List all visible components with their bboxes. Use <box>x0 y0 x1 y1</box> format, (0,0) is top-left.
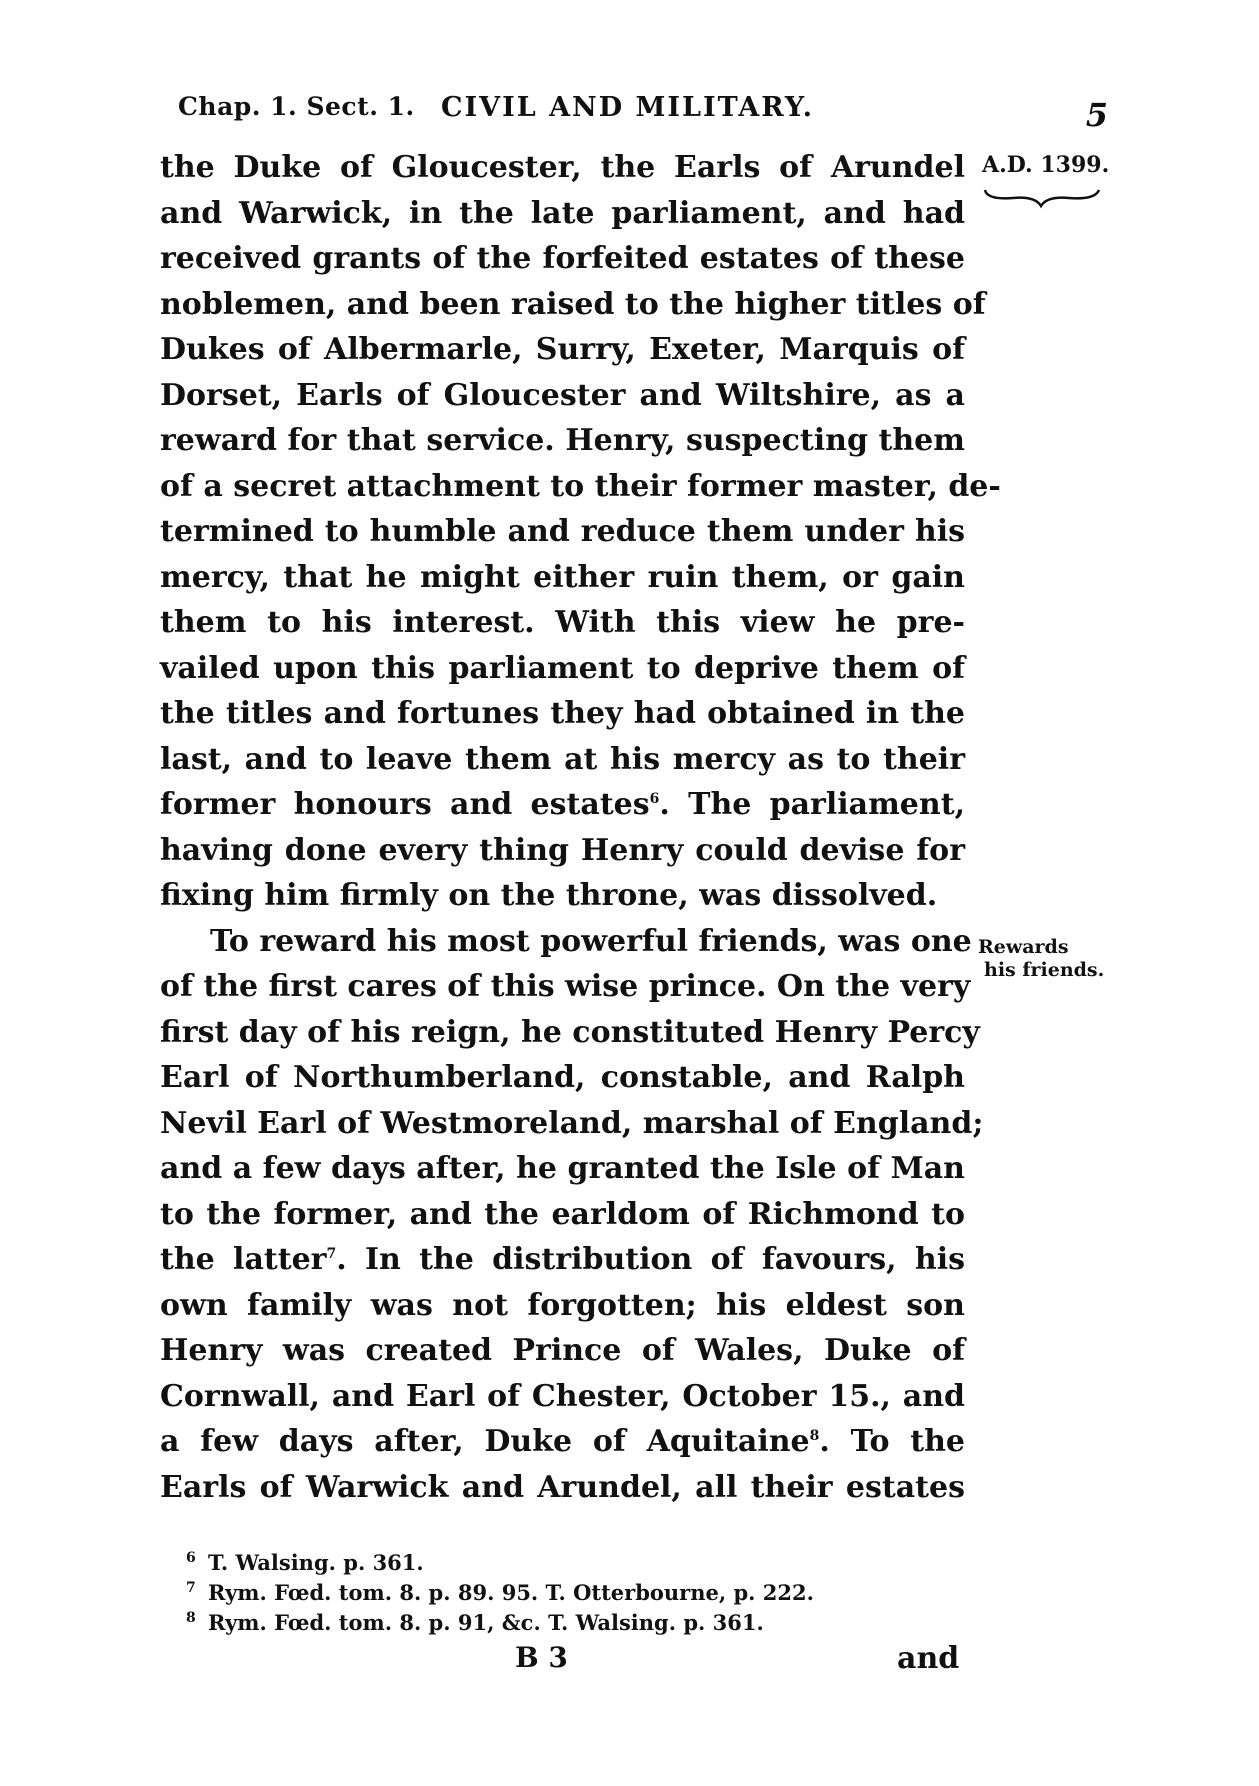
text-line: Cornwall, and Earl of Chester, October 15., and <box>160 1378 965 1414</box>
text-line: the Duke of Gloucester, the Earls of Arundel <box>160 150 965 185</box>
text-line: and Warwick, in the late parliament, and had <box>160 195 965 231</box>
text-line: mercy, that he might either ruin them, or gain <box>160 559 965 595</box>
printer-signature: B 3 <box>515 1641 568 1674</box>
page-number: 5 <box>1085 96 1108 134</box>
text-line: to the former, and the earldom of Richmond to <box>160 1196 965 1232</box>
text-line: Nevil Earl of Westmoreland, marshal of England; <box>160 1105 984 1141</box>
text-line: and a few days after, he granted the Isle of Man <box>160 1151 965 1186</box>
text-segment: . The parliament, <box>659 787 966 822</box>
text-segment: a few days after, Duke of Aquitaine <box>160 1424 810 1459</box>
text-line: vailed upon this parliament to deprive them of <box>160 650 965 686</box>
brace-icon <box>983 188 1103 210</box>
text-segment: the latter <box>160 1242 327 1277</box>
text-line: termined to humble and reduce them under his <box>160 514 965 549</box>
text-line: first day of his reign, he constituted Henry Percy <box>160 1014 980 1050</box>
text-line <box>160 1237 965 1283</box>
footnote-ref: 7 <box>326 1246 337 1262</box>
margin-note <box>978 936 1104 982</box>
text-segment: . In the distribution of favours, his <box>336 1242 965 1277</box>
text-line <box>160 1419 965 1465</box>
text-line: To reward his most powerful friends, was one <box>210 923 972 959</box>
footnote-text: Rym. Fœd. tom. 8. p. 91, &c. T. Walsing. p. 361. <box>208 1610 764 1635</box>
footnote-text: Rym. Fœd. tom. 8. p. 89. 95. T. Otterbourne, p. 222. <box>208 1580 814 1605</box>
text-segment: . To the <box>819 1424 965 1459</box>
text-segment: former honours and estates <box>160 787 650 822</box>
footnote-text: T. Walsing. p. 361. <box>208 1550 424 1575</box>
footnote-ref: 8 <box>809 1428 820 1444</box>
text-line: of a secret attachment to their former master, de- <box>160 468 1001 504</box>
chapter-section-label: Chap. 1. Sect. 1. <box>178 92 415 121</box>
running-header <box>178 88 1108 134</box>
footnotes <box>186 1548 966 1638</box>
text-line: received grants of the forfeited estates of these <box>160 241 965 276</box>
text-line: last, and to leave them at his mercy as to their <box>160 741 965 777</box>
margin-date: A.D. 1399. <box>982 152 1110 178</box>
text-line: the titles and fortunes they had obtained in the <box>160 696 965 731</box>
text-line: Henry was created Prince of Wales, Duke of <box>160 1333 965 1368</box>
text-line: Earl of Northumberland, constable, and Ralph <box>160 1060 965 1095</box>
catchword: and <box>897 1641 960 1676</box>
text-line: noblemen, and been raised to the higher titles of <box>160 286 986 322</box>
margin-note-line: his friends. <box>984 959 1105 981</box>
text-line: fixing him firmly on the throne, was dissolved. <box>160 878 938 913</box>
footnote: 8 Rym. Fœd. tom. 8. p. 91, &c. T. Walsing. p. 361. <box>186 1610 764 1635</box>
text-line: Dukes of Albermarle, Surry, Exeter, Marquis of <box>160 332 965 367</box>
text-line: Dorset, Earls of Gloucester and Wiltshire, as a <box>160 377 965 413</box>
text-line: own family was not forgotten; his eldest son <box>160 1287 965 1323</box>
footnote: 6 T. Walsing. p. 361. <box>186 1550 424 1575</box>
text-line: reward for that service. Henry, suspecting them <box>160 423 965 458</box>
text-line <box>160 782 965 828</box>
text-line: having done every thing Henry could devise for <box>160 832 965 868</box>
footnote-ref: 6 <box>649 791 660 807</box>
text-line: of the first cares of this wise prince. On the very <box>160 969 971 1004</box>
text-line: Earls of Warwick and Arundel, all their estates <box>160 1469 965 1505</box>
text-line: them to his interest. With this view he pre- <box>160 605 965 640</box>
footnote: 7 Rym. Fœd. tom. 8. p. 89. 95. T. Otterbourne, p. 222. <box>186 1580 814 1605</box>
running-title: CIVIL AND MILITARY. <box>441 92 815 123</box>
body-text <box>160 145 1001 1510</box>
margin-note-line: Rewards <box>978 936 1069 958</box>
